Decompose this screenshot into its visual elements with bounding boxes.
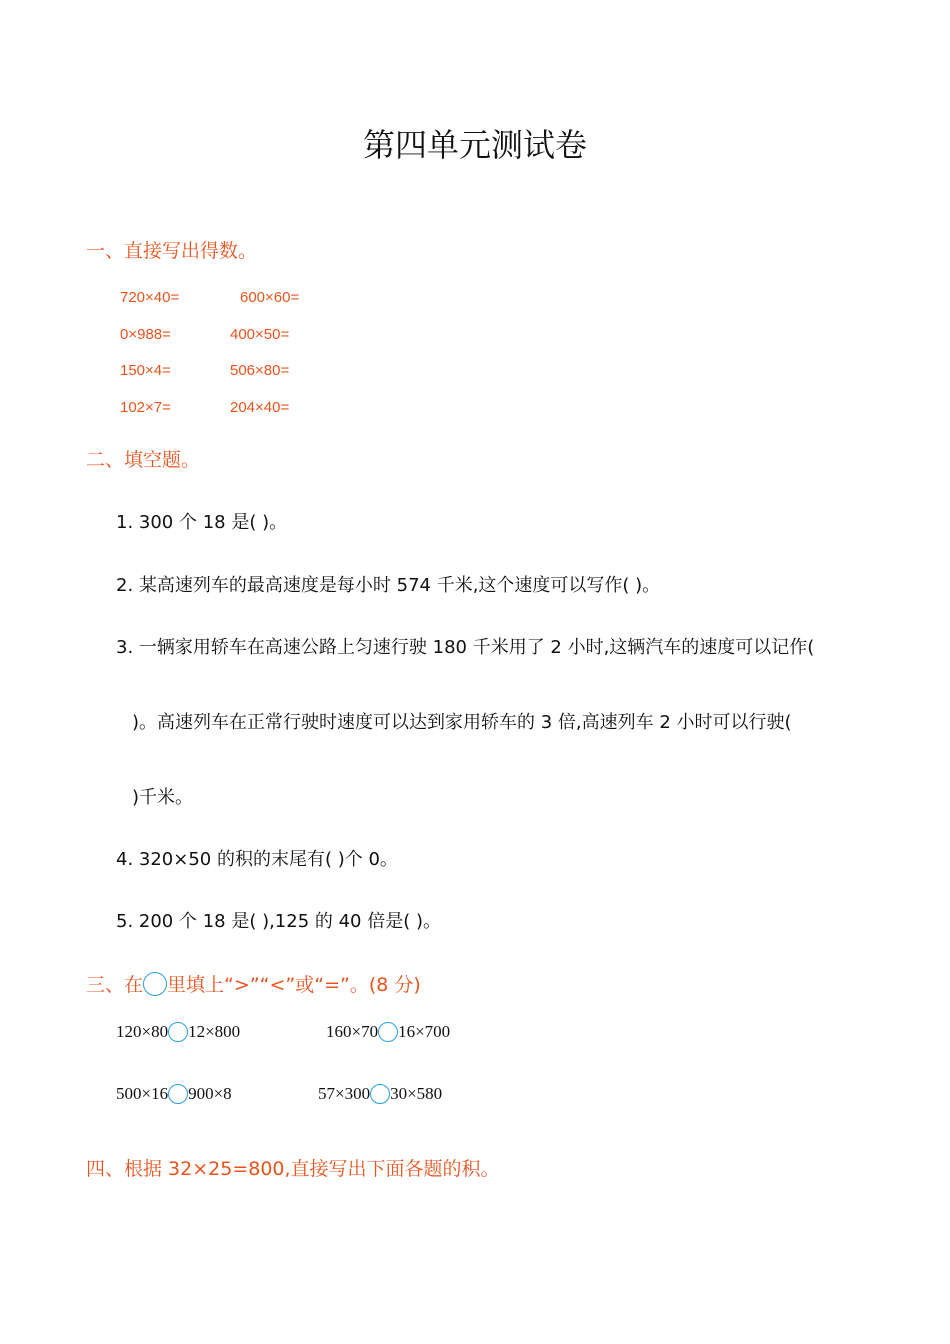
compare-right: 30×580 bbox=[390, 1084, 443, 1103]
compare-answer-circle[interactable] bbox=[378, 1022, 398, 1042]
question-3-line-2: )。高速列车在正常行驶时速度可以达到家用轿车的 3 倍,高速列车 2 小时可以行驶( bbox=[132, 712, 792, 733]
question-3-line-3: )千米。 bbox=[132, 787, 194, 808]
section-3-heading bbox=[86, 970, 421, 997]
calc-item: 600×60= bbox=[240, 289, 300, 306]
section-2-heading: 二、填空题。 bbox=[86, 449, 201, 471]
section-4-heading: 四、根据 32×25=800,直接写出下面各题的积。 bbox=[86, 1158, 500, 1180]
compare-left: 120×80 bbox=[116, 1022, 169, 1041]
calc-item: 204×40= bbox=[230, 399, 290, 416]
section-3-heading-post: 里填上“>”“<”或“=”。(8 分) bbox=[167, 974, 421, 996]
compare-left: 500×16 bbox=[116, 1084, 169, 1103]
compare-item bbox=[318, 1084, 442, 1104]
section-1-heading: 一、直接写出得数。 bbox=[86, 240, 258, 262]
compare-answer-circle[interactable] bbox=[168, 1084, 188, 1104]
compare-right: 16×700 bbox=[398, 1022, 451, 1041]
calc-item: 720×40= bbox=[120, 289, 180, 306]
calc-item: 506×80= bbox=[230, 362, 290, 379]
calc-item: 102×7= bbox=[120, 399, 171, 416]
question-1: 1. 300 个 18 是( )。 bbox=[116, 512, 288, 533]
compare-item bbox=[116, 1022, 240, 1042]
section-3-heading-pre: 三、在 bbox=[86, 974, 144, 996]
compare-item bbox=[116, 1084, 232, 1104]
compare-left: 160×70 bbox=[326, 1022, 379, 1041]
calc-item: 150×4= bbox=[120, 362, 171, 379]
compare-right: 12×800 bbox=[188, 1022, 241, 1041]
compare-answer-circle[interactable] bbox=[168, 1022, 188, 1042]
calc-item: 400×50= bbox=[230, 326, 290, 343]
calc-item: 0×988= bbox=[120, 326, 171, 343]
question-5: 5. 200 个 18 是( ),125 的 40 倍是( )。 bbox=[116, 911, 442, 932]
question-3-line-1: 3. 一辆家用轿车在高速公路上匀速行驶 180 千米用了 2 小时,这辆汽车的速度可以记作( bbox=[116, 637, 815, 658]
compare-left: 57×300 bbox=[318, 1084, 371, 1103]
page-title: 第四单元测试卷 bbox=[362, 126, 587, 164]
question-4: 4. 320×50 的积的末尾有( )个 0。 bbox=[116, 849, 398, 870]
circle-icon bbox=[143, 972, 167, 996]
compare-right: 900×8 bbox=[188, 1084, 232, 1103]
compare-answer-circle[interactable] bbox=[370, 1084, 390, 1104]
question-2: 2. 某高速列车的最高速度是每小时 574 千米,这个速度可以写作( )。 bbox=[116, 575, 661, 596]
compare-item bbox=[326, 1022, 450, 1042]
